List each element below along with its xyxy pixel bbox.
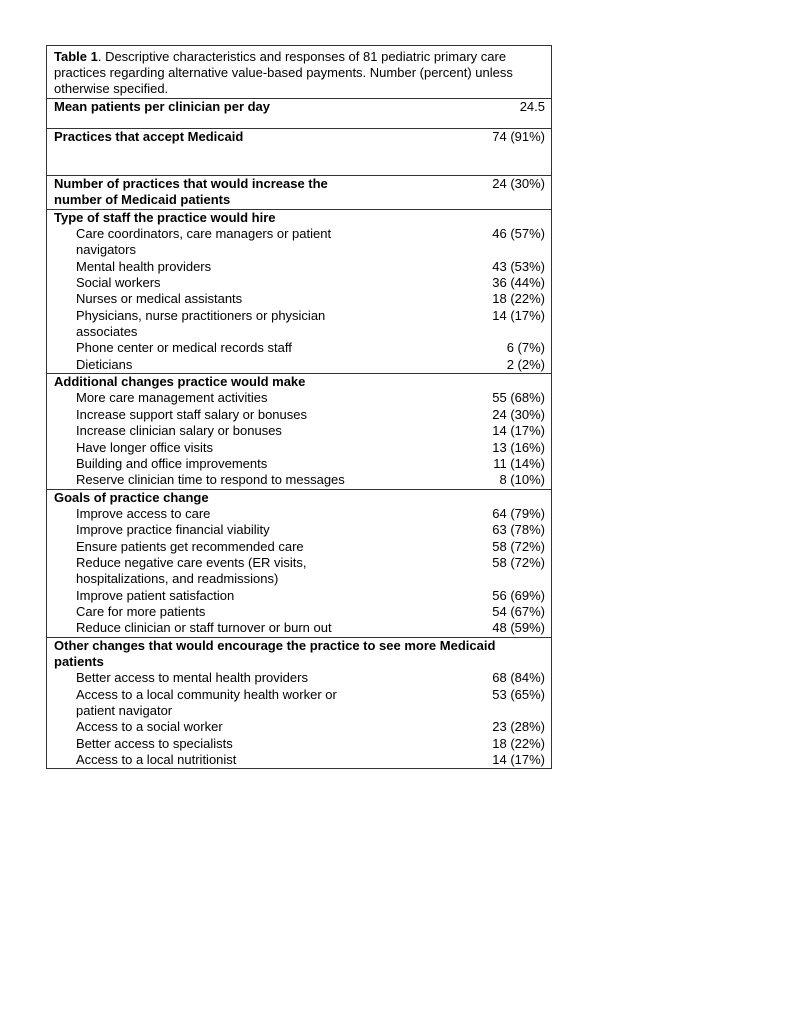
row-label: Access to a local nutritionist <box>76 752 237 768</box>
table-row <box>47 291 551 307</box>
section-accept-medicaid <box>47 128 551 175</box>
row-value: 54 (67%) <box>492 603 545 619</box>
row-label: Have longer office visits <box>76 439 214 455</box>
row-label: Increase support staff salary or bonuses <box>76 406 307 422</box>
row-label: Nurses or medical assistants <box>76 291 243 307</box>
table-row <box>47 440 551 456</box>
table-row <box>47 555 551 588</box>
table-caption-text: . Descriptive characteristics and responses of 81 pediatric primary care practices regarding alternative value-based payments. Number (percent) unless otherwise specified. <box>54 49 513 96</box>
row-label: Reduce negative care events (ER visits, hospitalizations, and readmissions) <box>76 554 307 587</box>
row-value: 74 (91%) <box>492 129 545 144</box>
row-label: Mean patients per clinician per day <box>54 99 271 114</box>
table-row <box>47 99 551 115</box>
row-value: 68 (84%) <box>492 670 545 686</box>
row-value: 11 (14%) <box>493 455 545 471</box>
row-value: 6 (7%) <box>506 340 545 356</box>
row-label: Phone center or medical records staff <box>76 340 292 356</box>
row-value: 53 (65%) <box>492 686 545 702</box>
table-row <box>47 736 551 752</box>
section-staff-hire <box>47 209 551 373</box>
table-row <box>47 308 551 341</box>
row-label: Increase clinician salary or bonuses <box>76 423 282 439</box>
table-row <box>47 340 551 356</box>
section-mean-patients <box>47 98 551 128</box>
row-label: Social workers <box>76 275 161 291</box>
row-value: 18 (22%) <box>492 291 545 307</box>
table-row <box>47 752 551 768</box>
row-value: 64 (79%) <box>492 505 545 521</box>
row-label: Improve access to care <box>76 505 211 521</box>
section-heading <box>47 638 551 671</box>
table-row <box>47 456 551 472</box>
section-title: Additional changes practice would make <box>54 374 306 390</box>
row-value: 2 (2%) <box>506 356 545 372</box>
row-value: 43 (53%) <box>492 258 545 274</box>
table-row <box>47 687 551 720</box>
row-label: Improve patient satisfaction <box>76 587 235 603</box>
row-value: 36 (44%) <box>492 275 545 291</box>
table-row <box>47 522 551 538</box>
row-label: Reserve clinician time to respond to messages <box>76 472 345 488</box>
table-row <box>47 259 551 275</box>
section-other-changes <box>47 637 551 769</box>
table-row <box>47 423 551 439</box>
section-heading <box>47 374 551 390</box>
descriptive-table <box>46 45 552 769</box>
table-row <box>47 604 551 620</box>
row-value: 58 (72%) <box>492 538 545 554</box>
row-value: 24.5 <box>519 99 545 114</box>
row-value: 18 (22%) <box>492 735 545 751</box>
table-row <box>47 407 551 423</box>
table-row <box>47 719 551 735</box>
table-row <box>47 390 551 406</box>
table-caption <box>47 46 551 98</box>
row-label: Better access to mental health providers <box>76 670 308 686</box>
row-label: Care coordinators, care managers or patient navigators <box>76 226 332 258</box>
table-row <box>47 275 551 291</box>
row-value: 56 (69%) <box>492 587 545 603</box>
section-goals <box>47 489 551 637</box>
table-row <box>47 357 551 373</box>
row-value: 63 (78%) <box>492 522 545 538</box>
row-label: Building and office improvements <box>76 455 268 471</box>
row-value: 13 (16%) <box>492 439 545 455</box>
row-value: 46 (57%) <box>492 226 545 242</box>
row-value: 24 (30%) <box>492 406 545 422</box>
row-label: Number of practices that would increase the number of Medicaid patients <box>54 176 328 208</box>
table-row <box>47 620 551 636</box>
row-label: Practices that accept Medicaid <box>54 129 244 144</box>
row-value: 24 (30%) <box>492 176 545 191</box>
section-heading <box>47 210 551 226</box>
row-value: 14 (17%) <box>492 423 545 439</box>
row-value: 8 (10%) <box>499 472 545 488</box>
row-label: Access to a social worker <box>76 719 223 735</box>
section-additional-changes <box>47 373 551 488</box>
row-label: Dieticians <box>76 356 133 372</box>
section-title: Other changes that would encourage the practice to see more Medicaid patients <box>54 637 496 669</box>
table-row <box>47 129 551 145</box>
row-label: Ensure patients get recommended care <box>76 538 304 554</box>
row-value: 14 (17%) <box>492 307 545 323</box>
row-value: 23 (28%) <box>492 719 545 735</box>
row-label: More care management activities <box>76 390 268 406</box>
row-label: Mental health providers <box>76 258 212 274</box>
table-row <box>47 670 551 686</box>
row-label: Access to a local community health worker or patient navigator <box>76 686 337 718</box>
table-row <box>47 472 551 488</box>
table-row <box>47 506 551 522</box>
table-row <box>47 539 551 555</box>
row-label: Reduce clinician or staff turnover or burn out <box>76 620 332 636</box>
section-title: Goals of practice change <box>54 489 209 505</box>
row-label: Better access to specialists <box>76 735 233 751</box>
section-heading <box>47 490 551 506</box>
row-value: 58 (72%) <box>492 554 545 570</box>
row-value: 55 (68%) <box>492 390 545 406</box>
table-caption-label: Table 1 <box>54 49 98 64</box>
row-label: Care for more patients <box>76 603 206 619</box>
section-increase-medicaid <box>47 175 551 209</box>
row-label: Improve practice financial viability <box>76 522 270 538</box>
table-row <box>47 226 551 259</box>
table-row <box>47 176 551 209</box>
row-label: Physicians, nurse practitioners or physician associates <box>76 307 326 340</box>
table-row <box>47 588 551 604</box>
row-value: 48 (59%) <box>492 620 545 636</box>
row-value: 14 (17%) <box>492 752 545 768</box>
section-title: Type of staff the practice would hire <box>54 209 276 225</box>
